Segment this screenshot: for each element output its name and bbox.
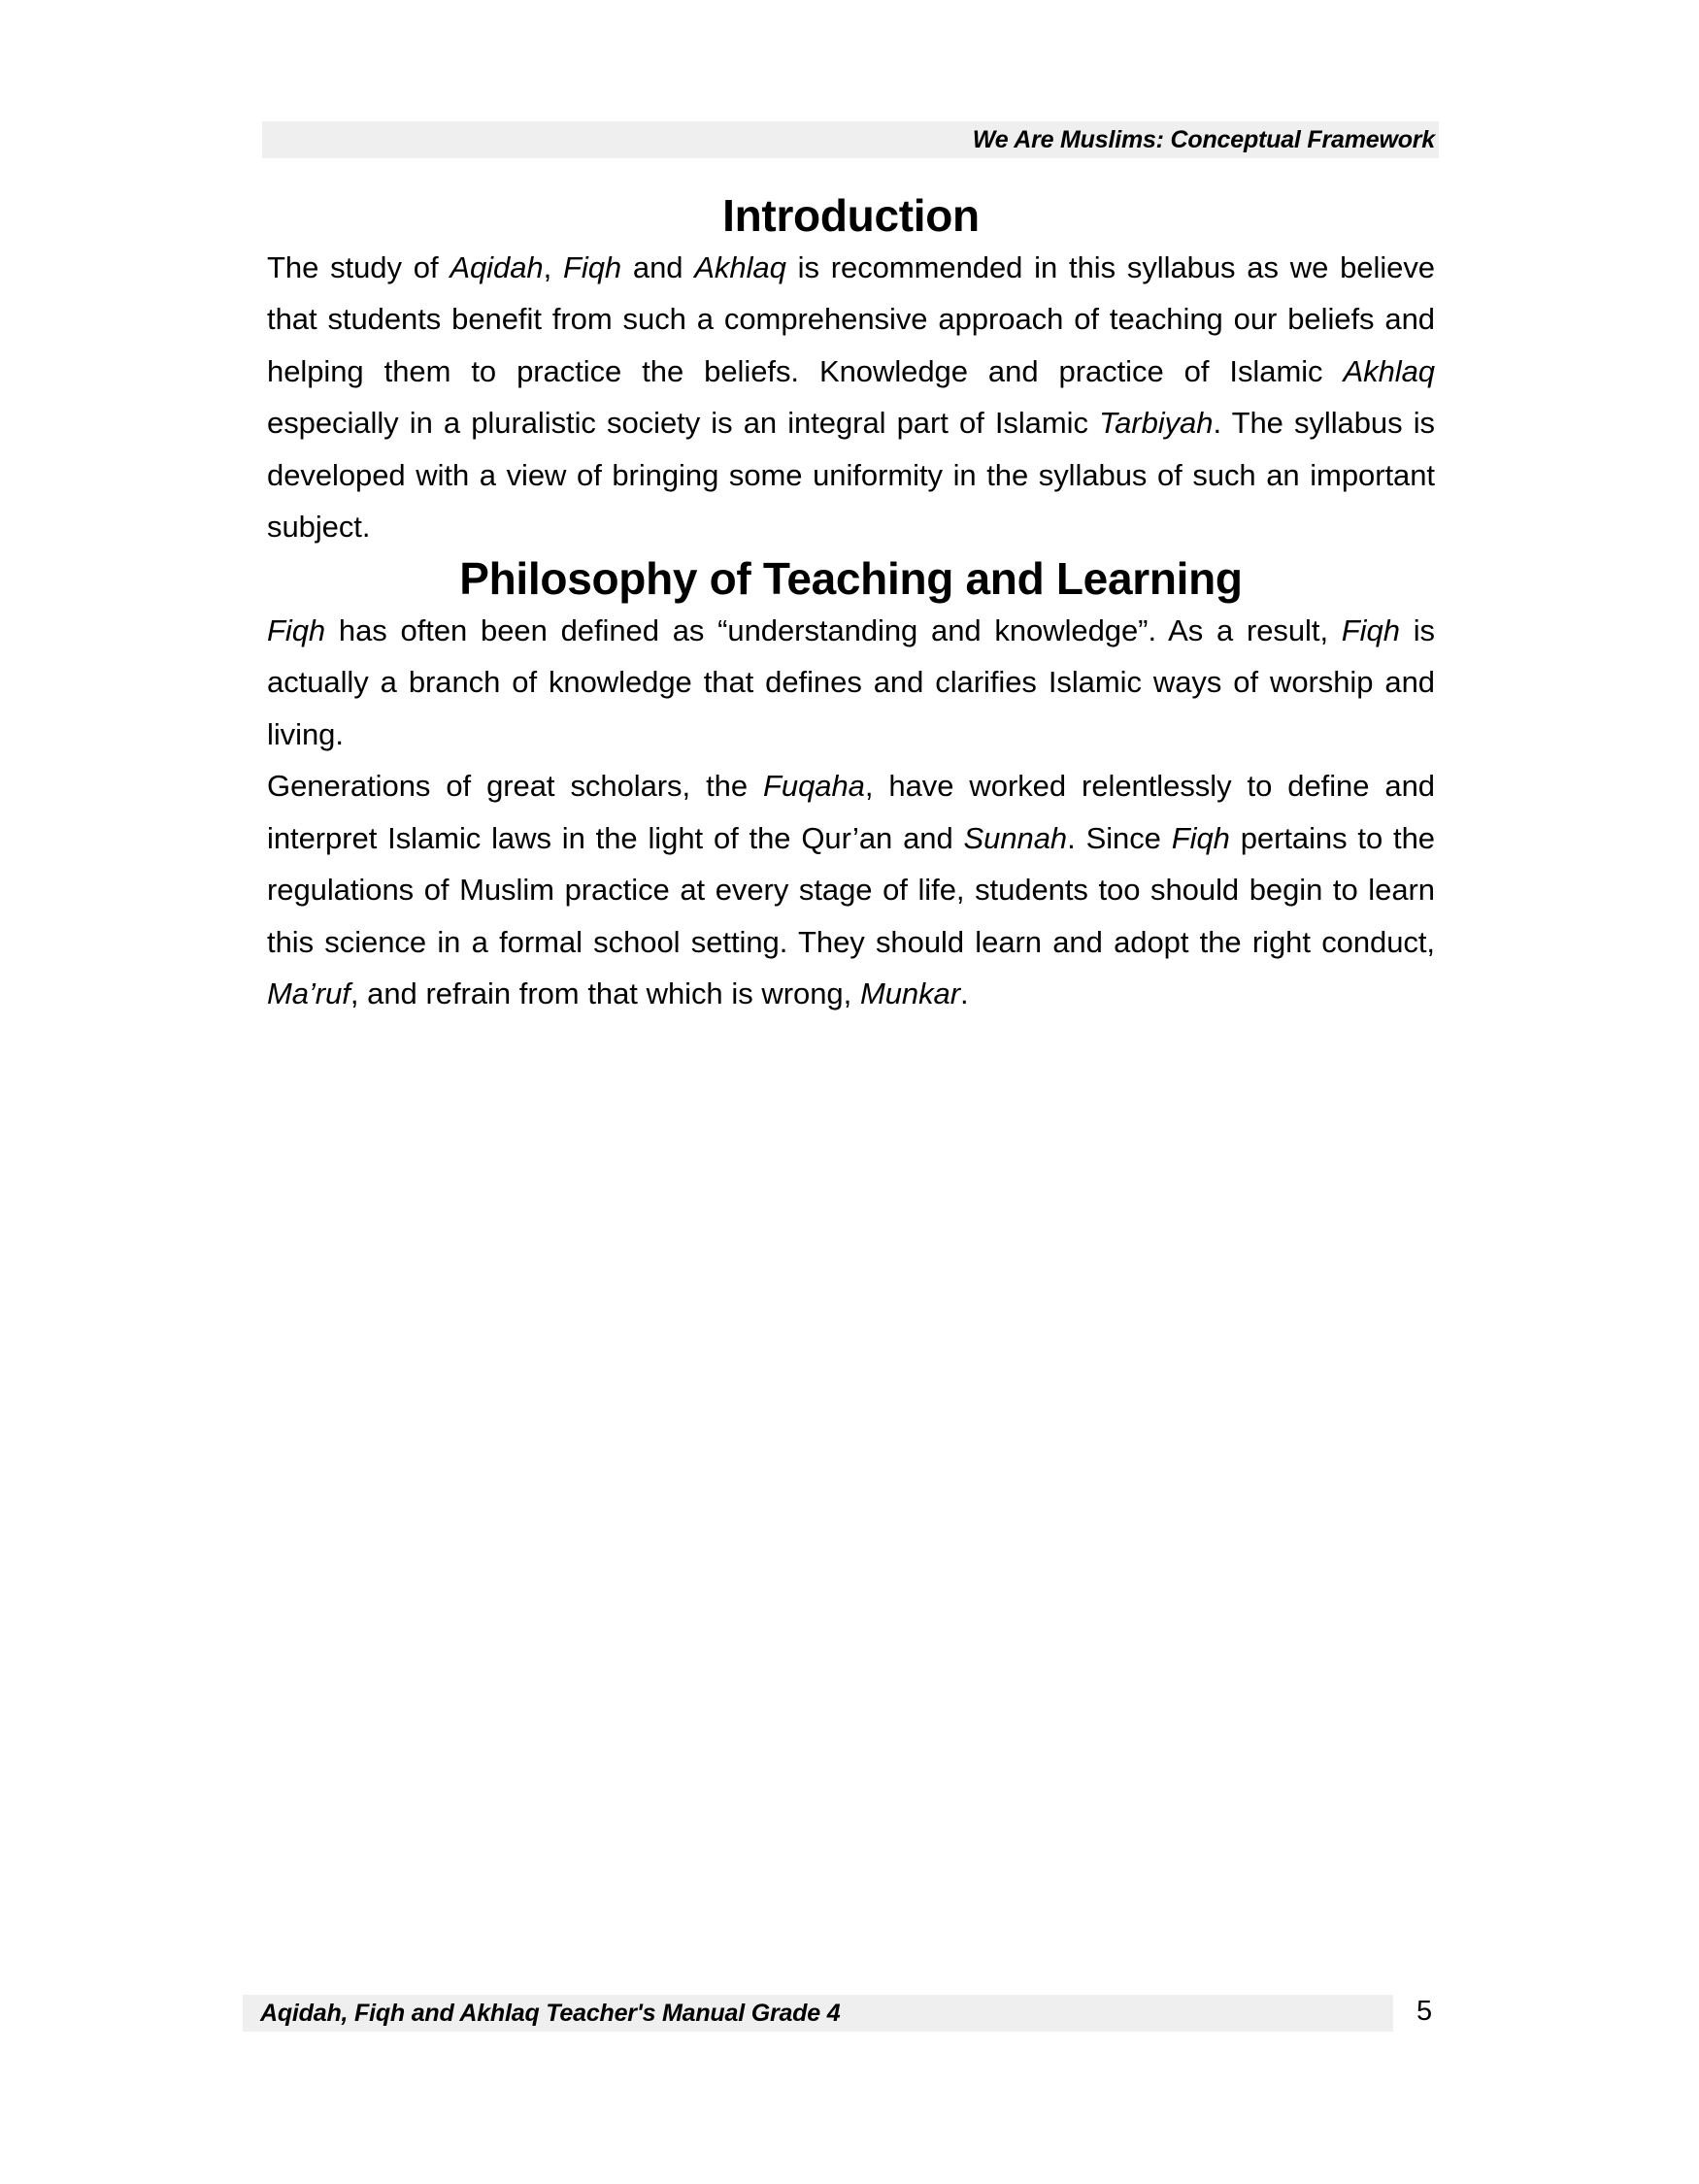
running-footer bbox=[243, 1995, 1393, 2032]
page-title: Introduction bbox=[722, 190, 980, 241]
paragraph-philosophy-2: Generations of great scholars, the Fuqaha, have worked relentlessly to define and interpret Islamic laws in the light of the Qur’an and Sunnah. Since Fiqh pertains to the regulations of Muslim practice at every stage of life, students too should begin to learn this science in a formal school setting. They should learn and adopt the right conduct, Ma’ruf, and refrain from that which is wrong, Munkar. bbox=[267, 769, 1435, 1011]
running-header bbox=[262, 121, 1439, 158]
running-footer-text: Aqidah, Fiqh and Akhlaq Teacher's Manual Grade 4 bbox=[260, 1999, 841, 2027]
section-heading-philosophy: Philosophy of Teaching and Learning bbox=[459, 552, 1243, 604]
page-number: 5 bbox=[1416, 1996, 1433, 2027]
page-content bbox=[267, 190, 1435, 1020]
running-header-text: We Are Muslims: Conceptual Framework bbox=[972, 125, 1435, 153]
paragraph-philosophy-1: Fiqh has often been defined as “understanding and knowledge”. As a result, Fiqh is actually a branch of knowledge that defines and clarifies Islamic ways of worship and living. bbox=[267, 612, 1435, 751]
paragraph-introduction-1: The study of Aqidah, Fiqh and Akhlaq is recommended in this syllabus as we believe that students benefit from such a comprehensive approach of teaching our beliefs and helping them to practice the beliefs. Knowledge and practice of Islamic Akhlaq especially in a pluralistic society is an integral part of Islamic Tarbiyah. The syllabus is developed with a view of bringing some uniformity in the syllabus of such an important subject. bbox=[267, 249, 1435, 545]
